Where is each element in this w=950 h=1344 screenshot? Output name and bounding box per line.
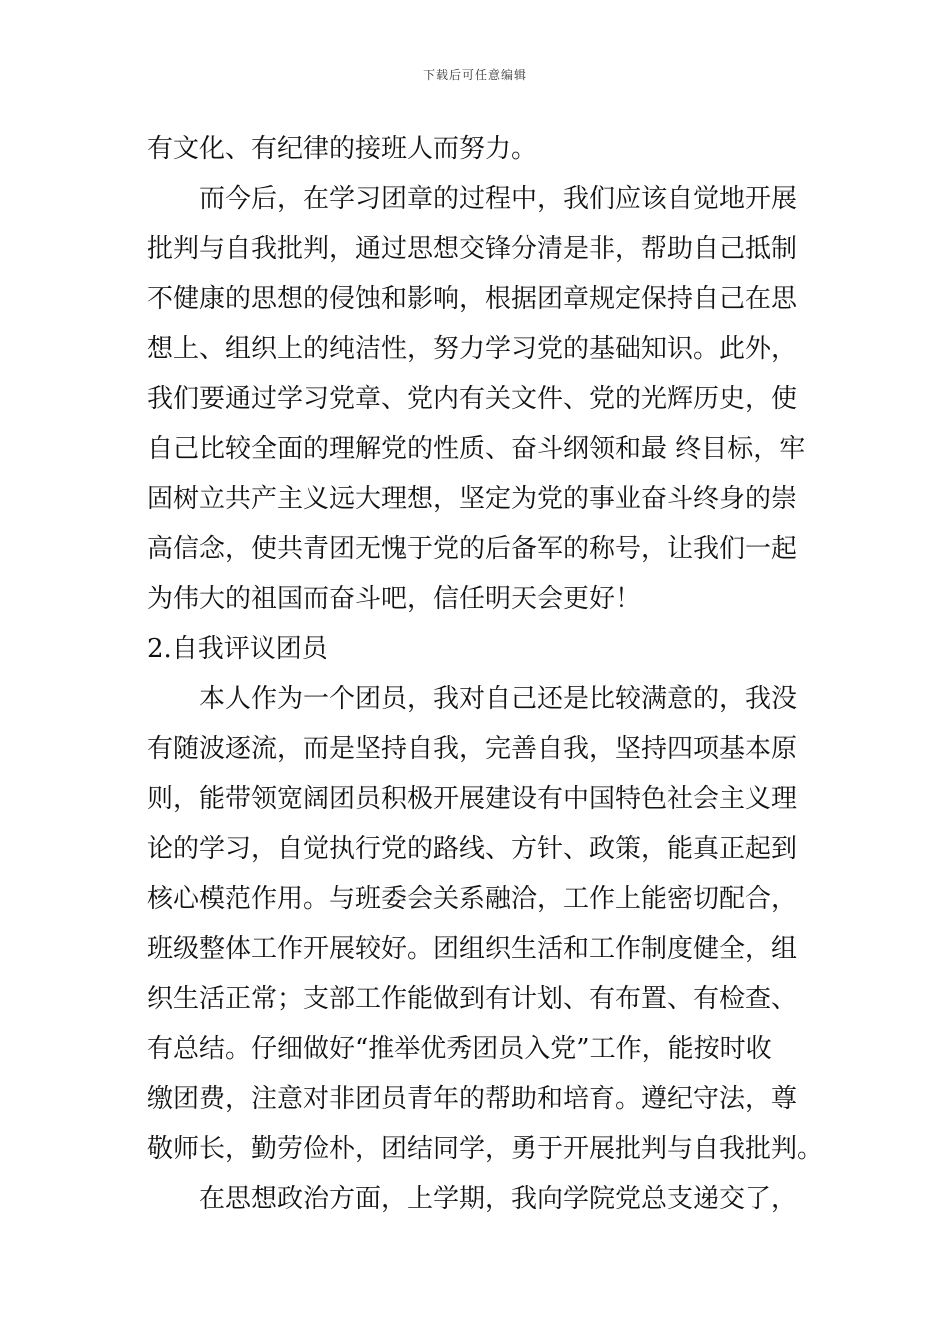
body-text-line: 自己比较全面的理解党的性质、奋斗纲领和最 终目标，牢 <box>147 434 806 464</box>
body-text-line: 而今后，在学习团章的过程中，我们应该自觉地开展 <box>147 184 798 214</box>
body-text-line: 为伟大的祖国而奋斗吧，信任明天会更好！ <box>147 584 642 614</box>
body-text-line: 我们要通过学习党章、党内有关文件、党的光辉历史，使 <box>147 384 798 414</box>
body-text-line: 核心模范作用。与班委会关系融洽，工作上能密切配合， <box>147 884 798 914</box>
body-text-line: 高信念，使共青团无愧于党的后备军的称号，让我们一起 <box>147 534 798 564</box>
body-text-line: 本人作为一个团员，我对自己还是比较满意的，我没 <box>147 684 798 714</box>
body-text-line: 固树立共产主义远大理想，坚定为党的事业奋斗终身的崇 <box>147 484 798 514</box>
body-text-line: 班级整体工作开展较好。团组织生活和工作制度健全，组 <box>147 934 798 964</box>
body-text-line: 想上、组织上的纯洁性，努力学习党的基础知识。此外， <box>147 334 798 364</box>
body-text-line: 有文化、有纪律的接班人而努力。 <box>147 134 538 164</box>
page-header: 下载后可任意编辑 <box>422 68 527 82</box>
body-text-line: 敬师长，勤劳俭朴，团结同学，勇于开展批判与自我批判。 <box>147 1134 824 1164</box>
body-text-line: 织生活正常；支部工作能做到有计划、有布置、有检查、 <box>147 984 798 1014</box>
body-text-line: 在思想政治方面，上学期，我向学院党总支递交了， <box>147 1184 798 1214</box>
body-text-line: 论的学习，自觉执行党的路线、方针、政策，能真正起到 <box>147 834 798 864</box>
body-text-line: 则，能带领宽阔团员积极开展建设有中国特色社会主义理 <box>147 784 798 814</box>
body-text-line: 有随波逐流，而是坚持自我，完善自我，坚持四项基本原 <box>147 734 798 764</box>
body-text-line: 批判与自我批判，通过思想交锋分清是非，帮助自己抵制 <box>147 234 798 264</box>
body-text-line: 有总结。仔细做好“推举优秀团员入党”工作，能按时收 <box>147 1034 772 1064</box>
body-text-line: 缴团费，注意对非团员青年的帮助和培育。遵纪守法，尊 <box>147 1084 798 1114</box>
section-heading: 2.自我评议团员 <box>147 634 328 664</box>
body-text-line: 不健康的思想的侵蚀和影响，根据团章规定保持自己在思 <box>147 284 798 314</box>
